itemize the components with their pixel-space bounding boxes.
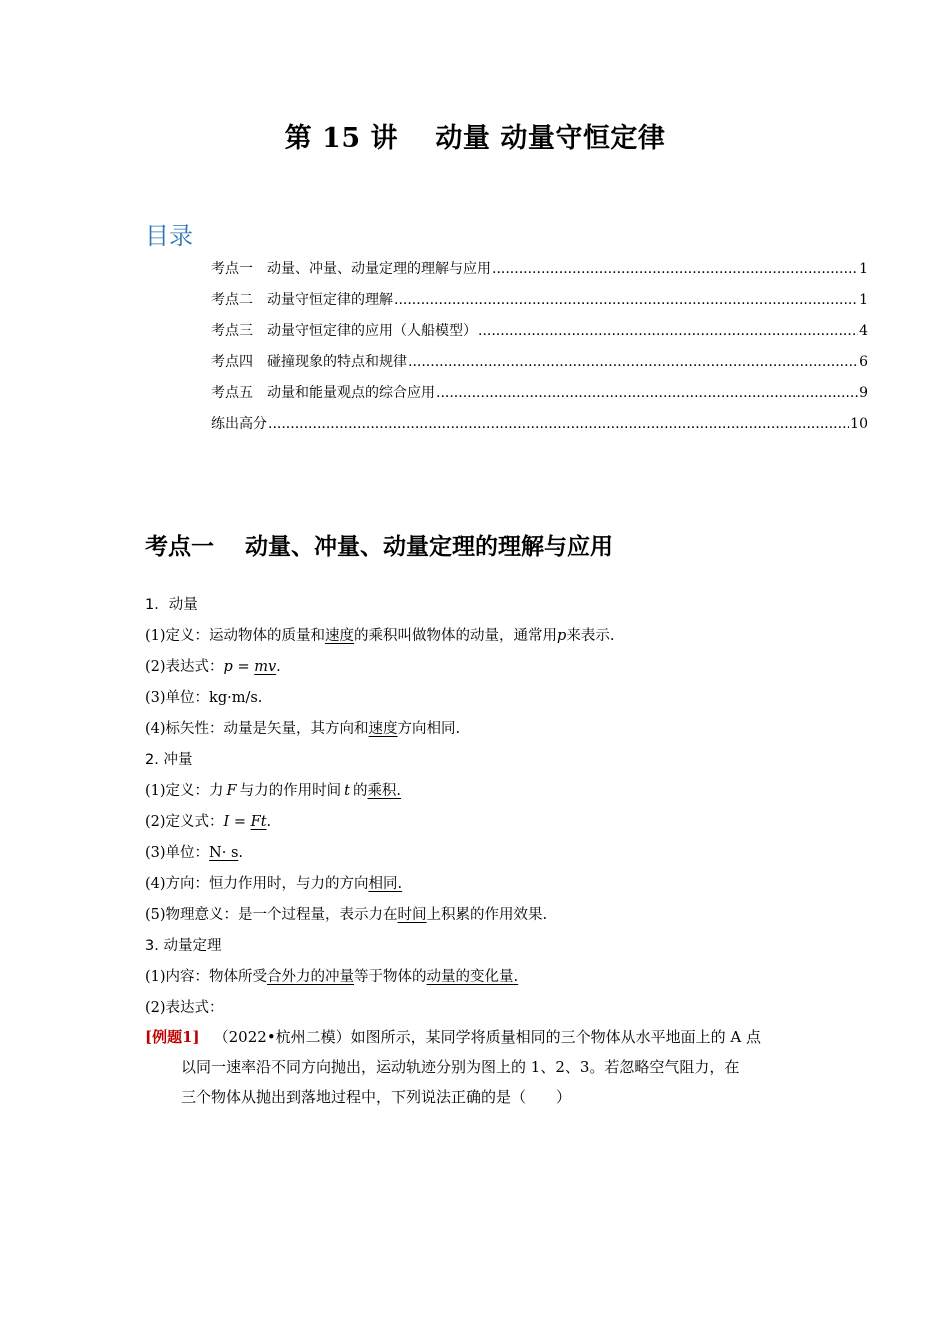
example-line [145,1022,825,1052]
toc-dot-leader [268,416,849,432]
text-fragment: . [276,659,281,675]
momentum-vector [145,714,825,745]
toc-item-page: 6 [859,354,868,370]
math-symbol: I [223,814,230,830]
text-fragment: (1)定义：运动物体的质量和 [145,628,326,644]
impulse-direction [145,869,825,900]
momentum-definition [145,621,825,652]
toc-item-label: 碰撞现象的特点和规律 [267,354,407,370]
toc-dot-leader [408,354,858,370]
table-of-contents [211,258,868,444]
momentum-expression [145,652,825,683]
underlined-term: N· s [209,845,239,861]
toc-item[interactable] [211,351,868,382]
text-fragment: 来表示. [566,628,615,644]
toc-item[interactable] [211,289,868,320]
text-fragment: . [238,845,244,861]
document-title: 第 15 讲 动量 动量守恒定律 [284,123,666,154]
text-fragment: 方向相同. [397,721,461,737]
math-operator: = [229,814,251,830]
underlined-term: 合外力的冲量 [267,969,355,985]
toc-item-page: 10 [850,416,868,432]
toc-item[interactable] [211,258,868,289]
toc-dot-leader [478,323,858,339]
section-title: 考点一 动量、冲量、动量定理的理解与应用 [145,534,614,560]
math-symbol: p [557,628,567,644]
math-symbol: F [226,783,237,799]
subheading-impulse: 2. 冲量 [145,752,193,768]
example-line: 三个物体从抛出到落地过程中，下列说法正确的是（ ） [181,1088,572,1106]
toc-item-number: 考点四 [211,354,267,370]
toc-item[interactable] [211,320,868,351]
toc-item-page: 9 [859,385,868,401]
subheading-momentum-theorem: 3. 动量定理 [145,938,222,954]
impulse-physical-meaning [145,900,825,931]
section-body [145,590,825,1024]
math-operator: = [232,659,255,675]
impulse-definition [145,776,825,807]
underlined-formula: Ft [250,814,267,830]
text-fragment: (2)定义式： [145,814,224,830]
toc-heading: 目录 [145,222,193,250]
example-tag: [例题1] [145,1028,200,1046]
toc-item-page: 1 [859,292,868,308]
toc-item[interactable] [211,382,868,413]
subheading-momentum: 1．动量 [145,597,198,613]
theorem-expression: (2)表达式： [145,1000,224,1016]
toc-item-number: 考点五 [211,385,267,401]
toc-item-number: 考点二 [211,292,267,308]
toc-item-label: 动量、冲量、动量定理的理解与应用 [267,261,491,277]
toc-item-label: 练出高分 [211,416,267,432]
text-fragment: (2)表达式： [145,659,224,675]
toc-dot-leader [394,292,858,308]
toc-dot-leader [436,385,858,401]
underlined-term: 速度 [368,721,398,737]
text-fragment: 等于物体的 [354,969,427,985]
text-fragment: 的 [352,783,368,799]
math-symbol: t [344,783,350,799]
underlined-term: 动量的变化量. [426,969,519,985]
underlined-term: 乘积. [367,783,402,799]
impulse-unit [145,838,825,869]
impulse-expression [145,807,825,838]
toc-item-label: 动量和能量观点的综合应用 [267,385,435,401]
text-fragment: 的乘积叫做物体的动量，通常用 [354,628,558,644]
underlined-term: 时间 [397,907,427,923]
text-fragment: (5)物理意义：是一个过程量，表示力在 [145,907,398,923]
text-fragment: (4)标矢性：动量是矢量，其方向和 [145,721,369,737]
toc-item-label: 动量守恒定律的应用（人船模型） [267,323,477,339]
text-fragment: . [266,814,272,830]
text-fragment: 与力的作用时间 [239,783,342,799]
underlined-formula: mv [254,659,277,675]
toc-item-page: 1 [859,261,868,277]
underlined-term: 速度 [325,628,355,644]
text-fragment: (4)方向：恒力作用时，与力的方向 [145,876,369,892]
toc-item-label: 动量守恒定律的理解 [267,292,393,308]
toc-dot-leader [492,261,858,277]
momentum-unit: (3)单位：kg·m/s. [145,690,263,706]
theorem-content [145,962,825,993]
toc-item-number: 考点一 [211,261,267,277]
text-fragment: (3)单位： [145,845,210,861]
toc-item-page: 4 [859,323,868,339]
text-fragment: (1)内容：物体所受 [145,969,268,985]
example-line: 以同一速率沿不同方向抛出，运动轨迹分别为图上的 1、2、3。若忽略空气阻力，在 [181,1058,740,1076]
math-symbol: p [223,659,233,675]
example-problem [145,1022,825,1112]
toc-item[interactable] [211,413,868,444]
example-text: （2022•杭州二模）如图所示，某同学将质量相同的三个物体从水平地面上的 A 点 [213,1028,762,1046]
underlined-term: 相同. [368,876,403,892]
text-fragment: 上积累的作用效果. [426,907,548,923]
text-fragment: (1)定义：力 [145,783,224,799]
toc-item-number: 考点三 [211,323,267,339]
